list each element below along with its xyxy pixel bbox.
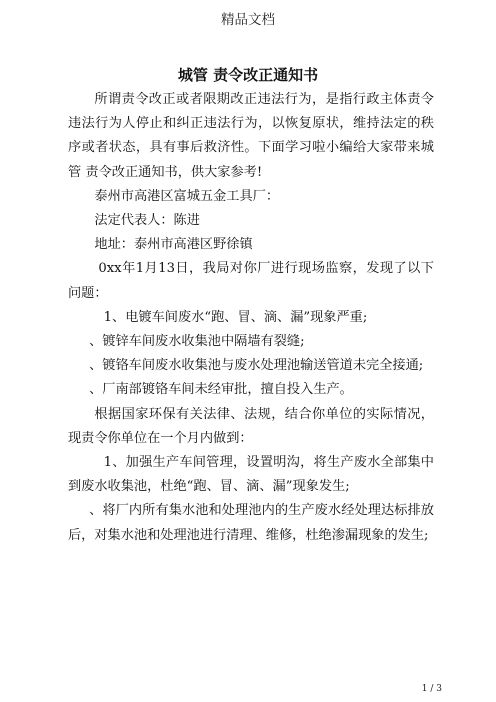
page-number: 1 / 3 [421,684,442,694]
order-paragraph: 根据国家环保有关法律、法规，结合你单位的实际情况，现责令你单位在一个月内做到： [68,406,434,446]
problem-item-3: 、镀铬车间废水收集池与废水处理池输送管道未完全接通; [89,358,424,374]
legal-representative-line: 法定代表人：陈进 [94,213,200,229]
problem-item-4: 、厂南部镀铬车间未经审批，擅自投入生产。 [89,382,353,398]
document-body [68,88,434,548]
inspection-paragraph: 0xx年1月13日，我局对你厂进行现场监察，发现了以下问题： [68,261,434,301]
requirement-item-1: 1、加强生产车间管理，设置明沟，将生产废水全部集中到废水收集池，杜绝“跑、冒、滴、漏”现象发生; [68,455,434,495]
recipient-line: 泰州市高港区富城五金工具厂： [94,188,280,204]
page-header: 精品文档 [221,12,275,28]
document-title: 城管 责令改正通知书 [177,66,319,84]
address-line: 地址：泰州市高港区野徐镇 [94,237,253,253]
problem-item-2: 、镀锌车间废水收集池中隔墙有裂缝; [89,334,305,350]
problem-item-1: 1、电镀车间废水“跑、冒、滴、漏”现象严重; [103,309,368,325]
intro-paragraph: 所谓责令改正或者限期改正违法行为，是指行政主体责令违法行为人停止和纠正违法行为，以恢复原状，维持法定的秩序或者状态，具有事后救济性。下面学习啦小编给大家带来城管 责令改正通知书，供大家参考! [68,92,434,180]
requirement-item-2: 、将厂内所有集水池和处理池内的生产废水经处理达标排放后，对集水池和处理池进行清理、维修，杜绝渗漏现象的发生; [68,503,434,543]
